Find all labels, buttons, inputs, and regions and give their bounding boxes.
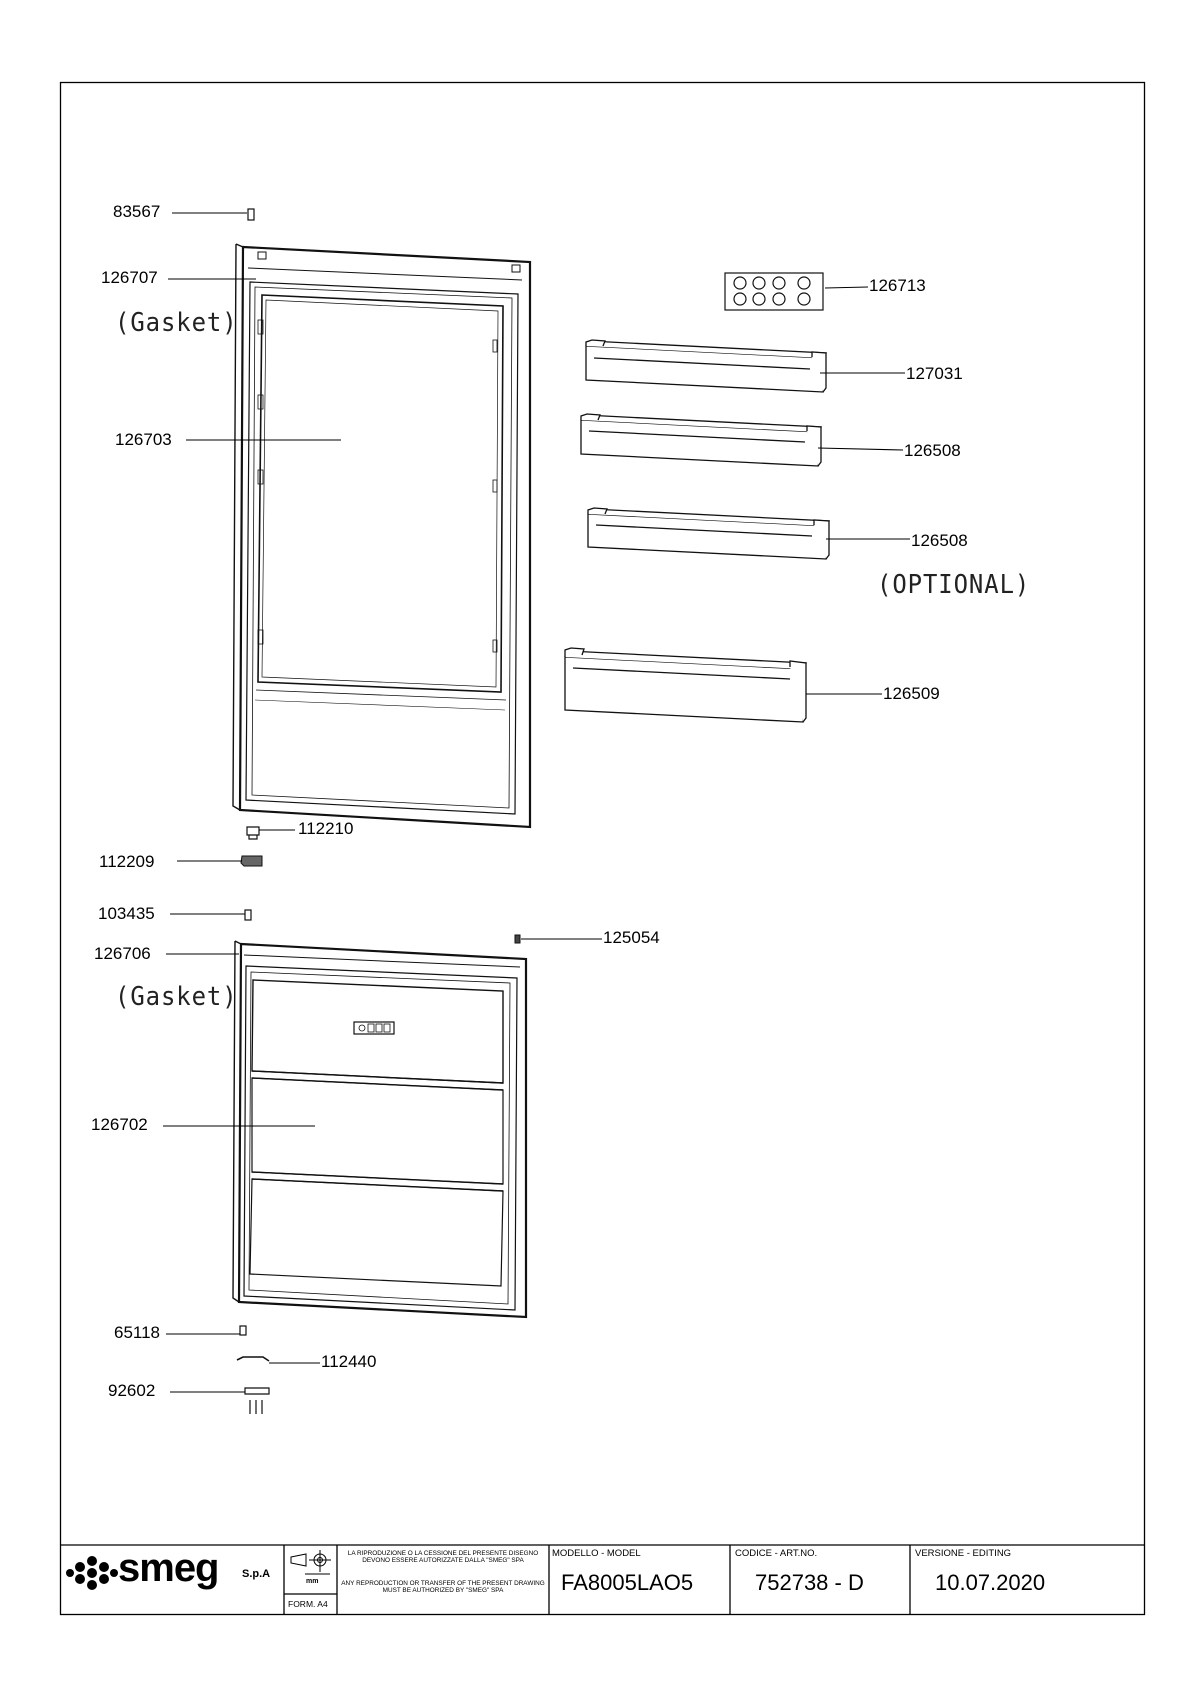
hinge-112209 xyxy=(241,856,262,866)
code-value: 752738 - D xyxy=(755,1570,864,1595)
hinge-92602 xyxy=(245,1388,269,1414)
door-shelf-126509 xyxy=(565,648,806,722)
upper-door xyxy=(233,244,530,827)
legal-notice-it: LA RIPRODUZIONE O LA CESSIONE DEL PRESENTE DISEGNO DEVONO ESSERE AUTORIZZATE DALLA "SMEG" SPA xyxy=(347,1550,539,1565)
part-label-112440: 112440 xyxy=(321,1352,377,1371)
part-label-127031: 127031 xyxy=(906,364,963,383)
hinge-cap-83567 xyxy=(248,209,254,220)
units-label: mm xyxy=(306,1578,319,1585)
part-label-126509: 126509 xyxy=(883,684,940,703)
pin-103435 xyxy=(245,910,251,920)
gasket-note-lower: (Gasket) xyxy=(115,982,238,1012)
part-label-126707: 126707 xyxy=(101,268,158,287)
part-label-112209: 112209 xyxy=(99,852,155,871)
version-caption: VERSIONE - EDITING xyxy=(915,1548,1012,1559)
part-label-83567: 83567 xyxy=(113,202,161,221)
brand-suffix: S.p.A xyxy=(242,1568,271,1580)
part-label-126706: 126706 xyxy=(94,944,151,963)
screw-125054 xyxy=(515,935,520,943)
lower-door xyxy=(233,941,526,1317)
part-label-92602: 92602 xyxy=(108,1381,156,1400)
bushing-112210 xyxy=(247,827,259,839)
pin-65118 xyxy=(240,1326,246,1335)
version-value: 10.07.2020 xyxy=(935,1570,1046,1595)
part-label-112210: 112210 xyxy=(298,819,354,838)
part-label-126508-a: 126508 xyxy=(904,441,961,460)
door-shelf-126508-a xyxy=(581,414,821,466)
legal-notice-en: ANY REPRODUCTION OR TRANSFER OF THE PRESENT DRAWING MUST BE AUTHORIZED BY "SMEG" SPA xyxy=(341,1580,545,1595)
brand-logo-text: smeg xyxy=(118,1546,219,1590)
door-shelf-126508-b xyxy=(588,508,829,559)
gasket-note-upper: (Gasket) xyxy=(115,308,238,338)
code-caption: CODICE - ART.NO. xyxy=(735,1548,818,1559)
optional-note: (OPTIONAL) xyxy=(877,570,1031,600)
part-label-65118: 65118 xyxy=(114,1323,161,1342)
egg-tray-126713 xyxy=(725,273,823,310)
cable-112440 xyxy=(237,1357,269,1361)
part-label-126703: 126703 xyxy=(115,430,172,449)
projection-symbol-icon xyxy=(291,1550,331,1574)
part-label-126702: 126702 xyxy=(91,1115,148,1134)
smeg-logo-icon xyxy=(66,1556,118,1590)
model-caption: MODELLO - MODEL xyxy=(552,1548,641,1559)
part-label-126713: 126713 xyxy=(869,276,926,295)
door-shelf-127031 xyxy=(586,340,826,392)
part-label-125054: 125054 xyxy=(603,928,660,947)
part-label-126508-b: 126508 xyxy=(911,531,968,550)
part-label-103435: 103435 xyxy=(98,904,155,923)
format-label: FORM. A4 xyxy=(288,1599,328,1609)
model-value: FA8005LAO5 xyxy=(561,1570,694,1595)
